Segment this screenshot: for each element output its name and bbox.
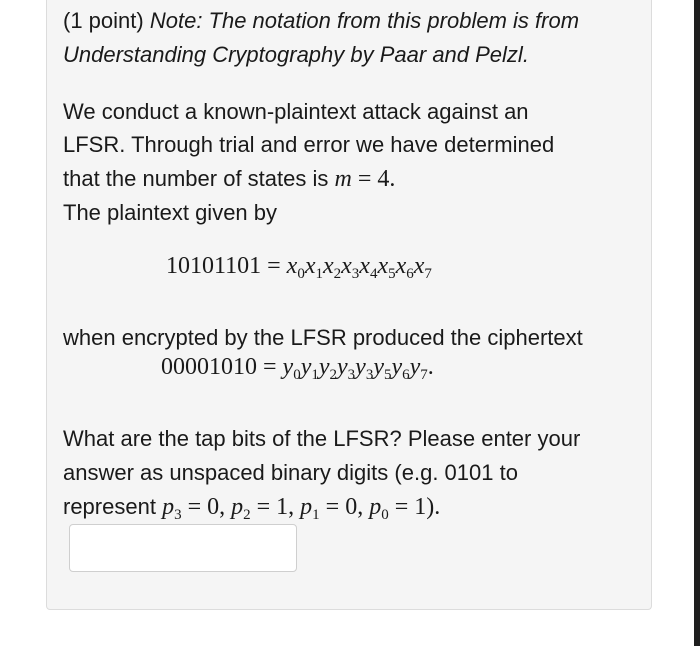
answer-input[interactable] <box>69 524 297 572</box>
x-term: $x_5$ <box>377 253 396 282</box>
tap-bit-example <box>162 494 441 523</box>
ciphertext-variables <box>282 354 428 383</box>
y-subscript: 2 <box>329 367 338 383</box>
equals-sign: = <box>261 253 287 279</box>
p-term: $p_2$ <box>231 494 251 523</box>
equals-sign: = <box>257 354 283 380</box>
plaintext-bits: 10101101 <box>166 253 262 279</box>
x-term: $x_3$ <box>341 253 360 282</box>
note-text: Note: The notation from this problem is from <box>149 8 580 33</box>
y-term: $y_0$ <box>282 354 301 383</box>
ciphertext-bits: 00001010 <box>161 354 257 380</box>
y-term: $y_7$ <box>409 354 428 383</box>
paragraph-line: We conduct a known-plaintext attack against an <box>63 99 529 124</box>
x-term: $x_0$ <box>286 253 305 282</box>
p-value: = 1). <box>388 494 441 520</box>
x-term: $x_2$ <box>322 253 342 282</box>
p-subscript: 2 <box>243 507 251 523</box>
x-subscript: 6 <box>406 266 414 282</box>
x-term: $x_7$ <box>413 253 432 282</box>
points-label: (1 point) <box>63 8 144 33</box>
p-term: $p_0$ <box>369 494 389 523</box>
y-subscript: 6 <box>402 367 410 383</box>
question-line: What are the tap bits of the LFSR? Please enter your <box>63 426 581 451</box>
m-value: = 4. <box>351 166 396 192</box>
y-subscript: 5 <box>383 367 392 383</box>
problem-header <box>63 4 579 38</box>
paragraph-line: when encrypted by the LFSR produced the ciphertext <box>63 325 583 350</box>
x-term: $x_6$ <box>395 253 414 282</box>
question-line: answer as unspaced binary digits (e.g. 0101 to <box>63 460 518 485</box>
p-value: = 0, <box>319 494 370 520</box>
states-text: that the number of states is <box>63 166 329 191</box>
p-term: $p_3$ <box>162 494 182 523</box>
y-subscript: 7 <box>420 367 428 383</box>
y-subscript: 3 <box>347 367 356 383</box>
y-subscript: 0 <box>293 367 301 383</box>
p-term: $p_1$ <box>300 494 320 523</box>
paragraph-line: The plaintext given by <box>63 200 278 225</box>
plaintext-equation <box>166 253 432 280</box>
p-subscript: 1 <box>312 507 320 523</box>
x-subscript: 7 <box>424 266 432 282</box>
x-term: $x_4$ <box>359 253 378 282</box>
represent-text: represent <box>63 494 156 519</box>
ciphertext-end-period: . <box>427 354 434 380</box>
question-example <box>63 490 440 524</box>
window-scrollbar[interactable] <box>694 0 700 646</box>
y-term: $y_1$ <box>300 354 319 383</box>
x-subscript: 3 <box>351 266 360 282</box>
x-term: $x_1$ <box>304 253 323 282</box>
p-subscript: 0 <box>381 507 389 523</box>
paragraph-line: LFSR. Through trial and error we have determined <box>63 132 555 157</box>
y-term: $y_3$ <box>355 354 374 383</box>
x-subscript: 0 <box>297 266 305 282</box>
y-term: $y_2$ <box>318 354 338 383</box>
plaintext-variables <box>286 253 432 282</box>
x-subscript: 1 <box>315 266 323 282</box>
note-text-line2: Understanding Cryptography by Paar and Pelzl. <box>63 42 529 67</box>
y-subscript: 3 <box>365 367 374 383</box>
x-subscript: 2 <box>333 266 342 282</box>
x-subscript: 4 <box>369 266 378 282</box>
states-sentence <box>63 162 395 196</box>
p-value: = 0, <box>181 494 232 520</box>
y-term: $y_3$ <box>337 354 356 383</box>
m-variable: m <box>334 166 352 192</box>
y-term: $y_6$ <box>391 354 410 383</box>
p-value: = 1, <box>250 494 301 520</box>
x-subscript: 5 <box>388 266 396 282</box>
p-subscript: 3 <box>174 507 182 523</box>
ciphertext-equation <box>161 354 434 381</box>
y-subscript: 1 <box>311 367 319 383</box>
y-term: $y_5$ <box>373 354 392 383</box>
